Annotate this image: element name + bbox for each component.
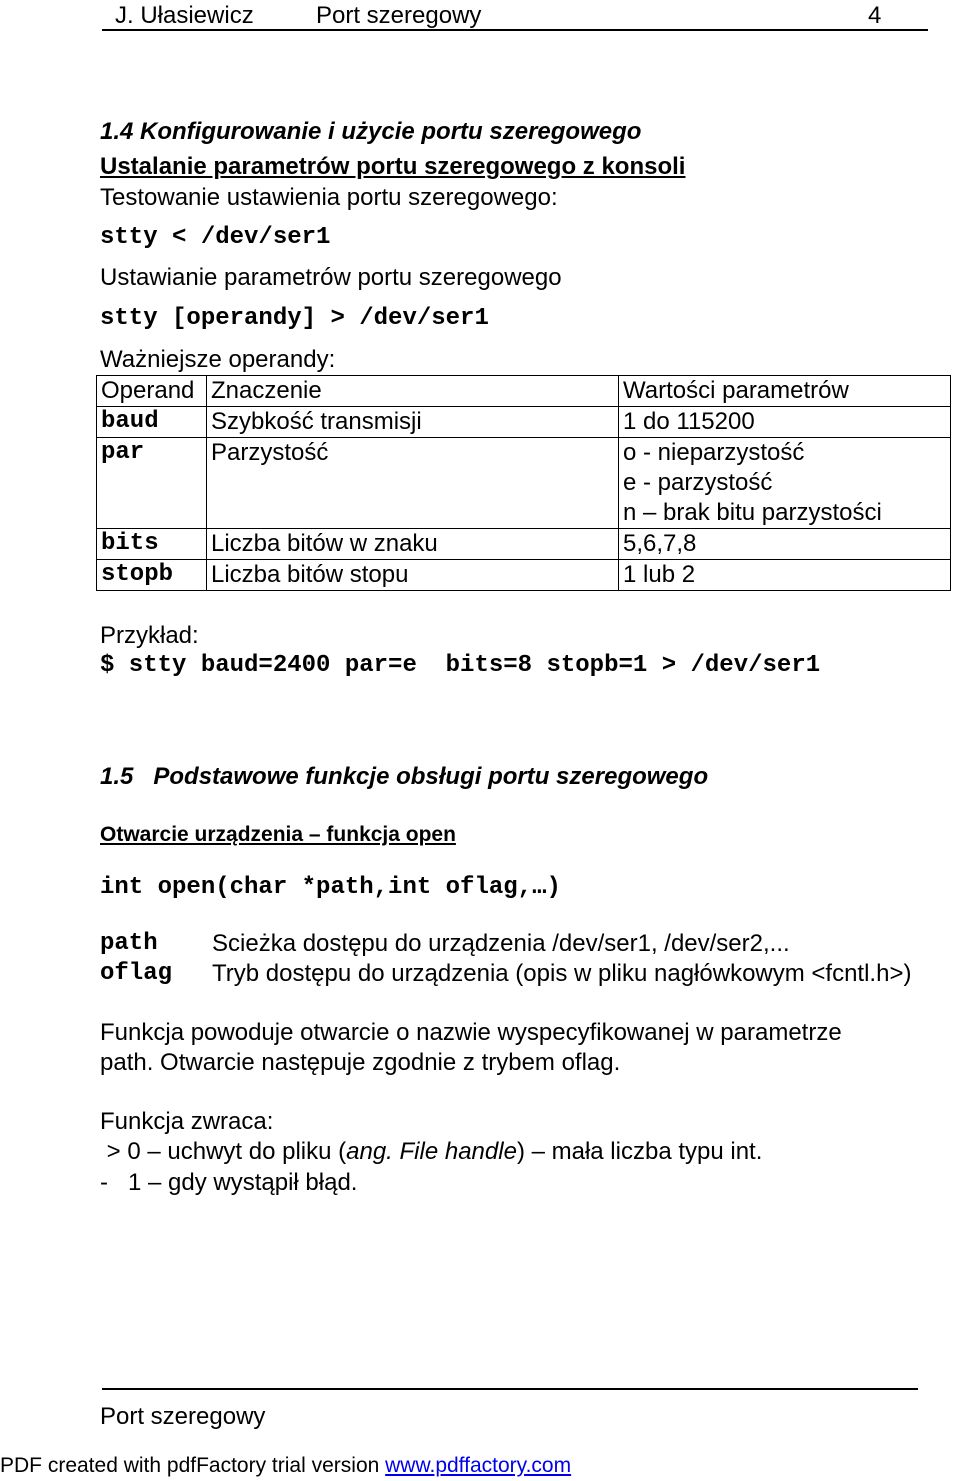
open-function-heading: Otwarcie urządzenia – funkcja open xyxy=(100,823,456,846)
value-line: o - nieparzystość xyxy=(623,439,805,466)
subheading-console-config: Ustalanie parametrów portu szeregowego z konsoli xyxy=(100,153,686,180)
value-line: n – brak bitu parzystości xyxy=(623,499,882,526)
param-desc-oflag: Tryb dostępu do urządzenia (opis w pliku nagłówkowym <fcntl.h>) xyxy=(212,960,912,987)
meaning-cell: Liczba bitów w znaku xyxy=(207,529,619,560)
header-author: J. Ułasiewicz xyxy=(115,2,254,29)
returns-label: Funkcja zwraca: xyxy=(100,1108,274,1135)
operand-cell: stopb xyxy=(97,560,207,591)
operands-label: Ważniejsze operandy: xyxy=(100,346,336,373)
param-name-path: path xyxy=(100,930,158,957)
values-cell: 5,6,7,8 xyxy=(619,529,951,560)
footer-divider xyxy=(102,1388,918,1390)
section-heading-1-4: 1.4 Konfigurowanie i użycie portu szeregowego xyxy=(100,118,642,145)
table-row xyxy=(97,407,951,438)
return-success-italic: ang. File handle xyxy=(346,1138,517,1165)
set-label: Ustawianie parametrów portu szeregowego xyxy=(100,264,562,291)
example-label: Przykład: xyxy=(100,622,199,649)
return-success-suffix: ) – mała liczba typu int. xyxy=(516,1138,763,1165)
header-page-number: 4 xyxy=(868,2,882,29)
pdf-note xyxy=(0,1455,571,1476)
description-line-2: path. Otwarcie następuje zgodnie z trybem oflag. xyxy=(100,1049,621,1076)
param-name-oflag: oflag xyxy=(100,960,173,987)
meaning-cell: Szybkość transmisji xyxy=(207,407,619,438)
meaning-cell: Parzystość xyxy=(207,438,619,529)
header-divider xyxy=(102,29,928,31)
value-line: e - parzystość xyxy=(623,469,773,496)
set-command: stty [operandy] > /dev/ser1 xyxy=(100,305,489,332)
pdf-note-text: PDF created with pdfFactory trial version xyxy=(0,1454,386,1477)
param-desc-path: Scieżka dostępu do urządzenia /dev/ser1, /dev/ser2,... xyxy=(212,930,790,957)
values-cell: 1 do 115200 xyxy=(619,407,951,438)
open-signature: int open(char *path,int oflag,…) xyxy=(100,874,561,901)
header-operand: Operand xyxy=(97,376,207,407)
operand-cell: baud xyxy=(97,407,207,438)
values-cell: 1 lub 2 xyxy=(619,560,951,591)
section-heading-1-5: 1.5 Podstawowe funkcje obsługi portu szeregowego xyxy=(100,763,709,790)
test-command: stty < /dev/ser1 xyxy=(100,224,331,251)
return-success xyxy=(100,1140,762,1164)
operands-table xyxy=(96,375,951,591)
table-header-row xyxy=(97,376,951,407)
values-cell xyxy=(619,438,951,529)
description-line-1: Funkcja powoduje otwarcie o nazwie wyspecyfikowanej w parametrze xyxy=(100,1019,842,1046)
header-meaning: Znaczenie xyxy=(207,376,619,407)
table-row xyxy=(97,529,951,560)
operand-cell: par xyxy=(97,438,207,529)
operand-cell: bits xyxy=(97,529,207,560)
table-row xyxy=(97,438,951,529)
example-command: $ stty baud=2400 par=e bits=8 stopb=1 > /dev/ser1 xyxy=(100,652,821,679)
return-error: - 1 – gdy wystąpił błąd. xyxy=(100,1169,358,1196)
meaning-cell: Liczba bitów stopu xyxy=(207,560,619,591)
pdffactory-link[interactable]: www.pdffactory.com xyxy=(385,1454,572,1477)
footer-title: Port szeregowy xyxy=(100,1403,266,1430)
table-row xyxy=(97,560,951,591)
header-values: Wartości parametrów xyxy=(619,376,951,407)
return-success-prefix: > 0 – uchwyt do pliku ( xyxy=(100,1138,347,1165)
header-title: Port szeregowy xyxy=(316,2,482,29)
test-label: Testowanie ustawienia portu szeregowego: xyxy=(100,184,558,211)
